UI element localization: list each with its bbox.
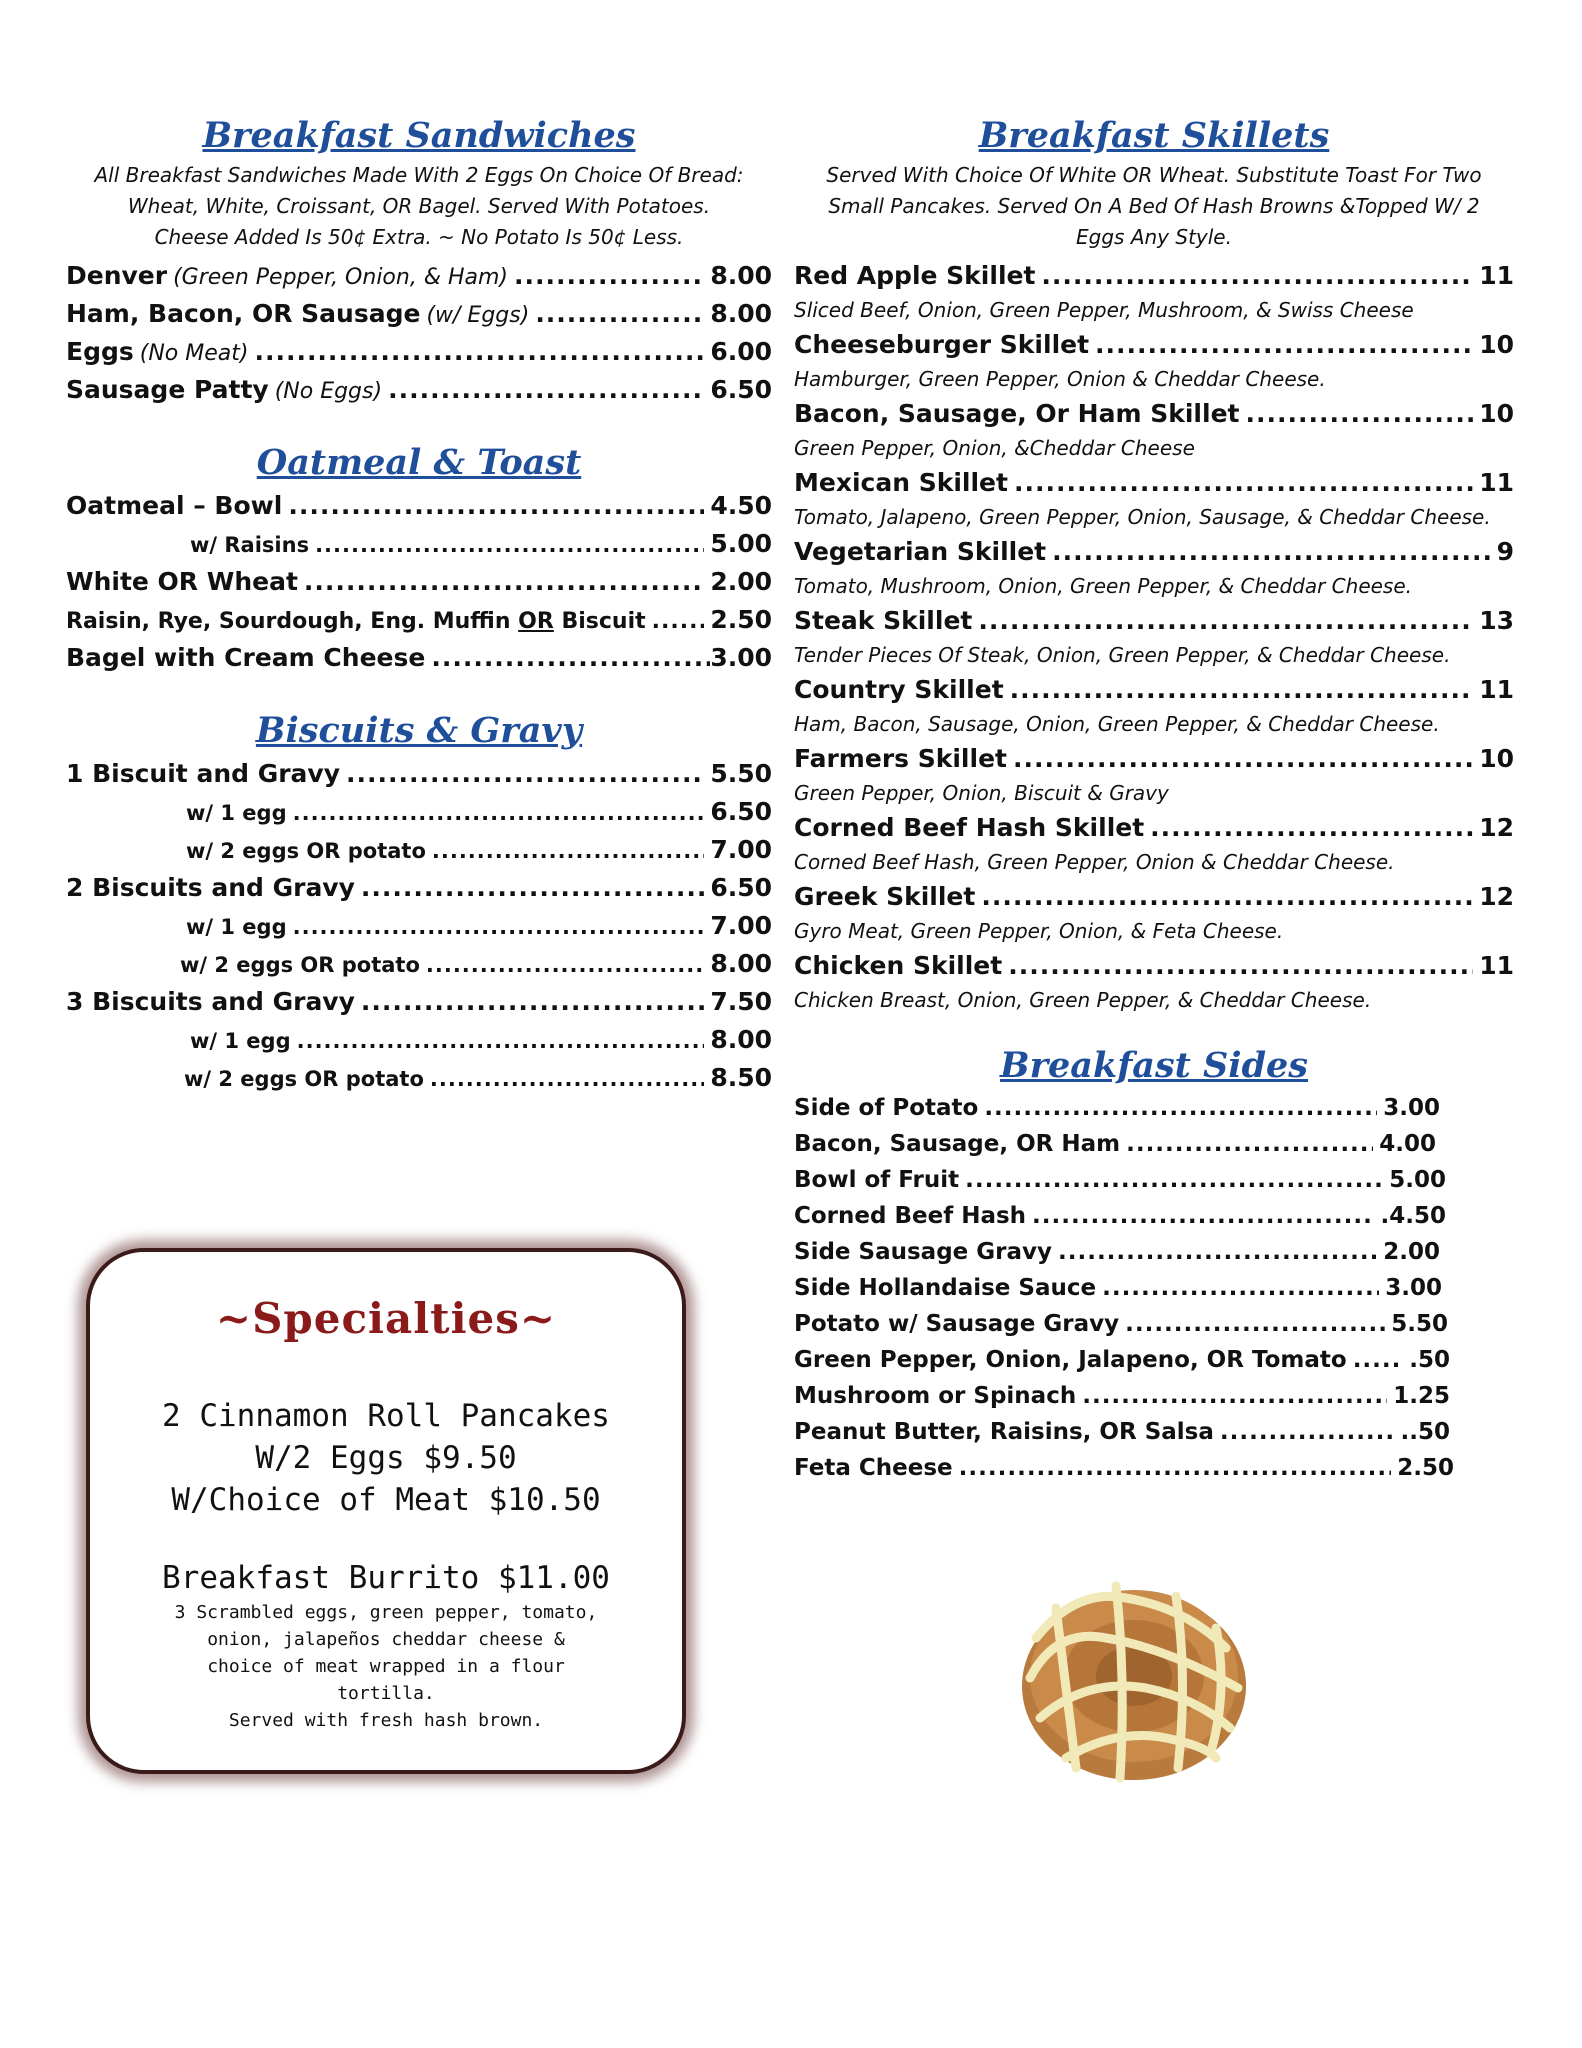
item-name: Green Pepper, Onion, Jalapeno, OR Tomato <box>794 1347 1347 1373</box>
specialties-title: ~Specialties~ <box>215 1294 557 1343</box>
item-price: 8.00 <box>710 949 772 978</box>
item-price: 1.25 <box>1393 1383 1450 1409</box>
sandwiches-description <box>66 160 772 253</box>
menu-item-denver <box>66 257 772 295</box>
leader-dots <box>315 526 704 564</box>
leader-dots <box>1058 1234 1377 1270</box>
leader-dots <box>1353 1342 1404 1378</box>
menu-item-oatmeal-bowl <box>66 487 772 525</box>
skillet-corned-beef-hash <box>794 809 1514 878</box>
item-description: Corned Beef Hash, Green Pepper, Onion & Cheddar Cheese. <box>794 850 1395 874</box>
item-price: 11 <box>1479 261 1514 290</box>
item-description: Sliced Beef, Onion, Green Pepper, Mushroom, & Swiss Cheese <box>794 298 1414 322</box>
pancake-line: 2 Cinnamon Roll Pancakes <box>162 1398 610 1434</box>
item-price: 12 <box>1479 813 1514 842</box>
leader-dots <box>430 1060 704 1098</box>
burrito-desc-line: 3 Scrambled eggs, green pepper, tomato, <box>174 1602 598 1623</box>
leader-dots <box>1041 257 1473 295</box>
menu-item-2-biscuits-2-eggs <box>66 945 772 983</box>
side-peanut-butter-raisins-salsa <box>794 1414 1450 1450</box>
item-price: 2.00 <box>710 567 772 596</box>
side-sausage-gravy <box>794 1234 1440 1270</box>
item-name: Corned Beef Hash Skillet <box>794 813 1145 842</box>
leader-dots <box>297 1022 705 1060</box>
item-price: 6.50 <box>710 375 772 404</box>
burrito-desc-line: choice of meat wrapped in a flour <box>207 1656 565 1677</box>
oatmeal-list <box>66 487 772 677</box>
item-price: 4.00 <box>1379 1131 1436 1157</box>
menu-item-bagel-cream-cheese <box>66 639 772 677</box>
item-name: Eggs <box>66 337 134 366</box>
leader-dots <box>432 832 704 870</box>
item-name: Bowl of Fruit <box>794 1167 960 1193</box>
item-description: Ham, Bacon, Sausage, Onion, Green Pepper, & Cheddar Cheese. <box>794 712 1440 736</box>
leader-dots <box>1052 533 1490 571</box>
item-description: Tender Pieces Of Steak, Onion, Green Pepper, & Cheddar Cheese. <box>794 643 1451 667</box>
item-price: 7.00 <box>710 911 772 940</box>
menu-item-sausage-patty <box>66 371 772 409</box>
item-name: w/ 2 eggs OR potato <box>186 839 426 863</box>
biscuits-list <box>66 755 772 1097</box>
sandwiches-desc-line: All Breakfast Sandwiches Made With 2 Eggs On Choice Of Bread: <box>94 163 744 187</box>
item-name: White OR Wheat <box>66 567 298 596</box>
leader-dots <box>1095 326 1473 364</box>
menu-item-2-biscuits-1-egg <box>66 907 772 945</box>
skillet-country <box>794 671 1514 740</box>
skillets-desc-line: Small Pancakes. Served On A Bed Of Hash Browns &Topped W/ 2 <box>828 194 1480 218</box>
menu-item-2-biscuits <box>66 869 772 907</box>
item-name: Corned Beef Hash <box>794 1203 1027 1229</box>
item-name: Red Apple Skillet <box>794 261 1036 290</box>
biscuits-gravy-title: Biscuits & Gravy <box>255 710 583 751</box>
side-bacon-sausage-ham <box>794 1126 1436 1162</box>
skillets-description <box>794 160 1514 253</box>
item-name: w/ 2 eggs OR potato <box>180 953 420 977</box>
item-price: 2.00 <box>1383 1239 1440 1265</box>
item-price: .4.50 <box>1380 1203 1446 1229</box>
right-column <box>794 112 1514 1486</box>
item-price: 8.00 <box>710 1025 772 1054</box>
item-name: 3 Biscuits and Gravy <box>66 987 355 1016</box>
side-vegetables <box>794 1342 1450 1378</box>
item-name: Potato w/ Sausage Gravy <box>794 1311 1120 1337</box>
skillets-desc-line: Served With Choice Of White OR Wheat. Substitute Toast For Two <box>826 163 1482 187</box>
item-price: 8.00 <box>710 261 772 290</box>
item-price: 6.50 <box>710 797 772 826</box>
menu-item-oatmeal-raisins <box>66 525 772 563</box>
item-price: 3.00 <box>1383 1095 1440 1121</box>
item-name: Country Skillet <box>794 675 1004 704</box>
item-name: Cheeseburger Skillet <box>794 330 1090 359</box>
leader-dots <box>293 794 705 832</box>
sandwiches-desc-line: Cheese Added Is 50¢ Extra. ~ No Potato Is 50¢ Less. <box>154 225 684 249</box>
item-name: Oatmeal – Bowl <box>66 491 283 520</box>
item-name: w/ 1 egg <box>186 915 287 939</box>
leader-dots <box>1102 1270 1379 1306</box>
item-price: 3.00 <box>1385 1275 1442 1301</box>
burrito-title: Breakfast Burrito $11.00 <box>162 1560 610 1596</box>
leader-dots <box>535 295 704 333</box>
leader-dots <box>388 371 704 409</box>
side-feta-cheese <box>794 1450 1454 1486</box>
menu-item-eggs <box>66 333 772 371</box>
item-name: Mexican Skillet <box>794 468 1008 497</box>
burrito-desc-line: tortilla. <box>337 1683 435 1704</box>
item-note: (Green Pepper, Onion, & Ham) <box>173 265 509 290</box>
leader-dots <box>1013 740 1473 778</box>
menu-item-specialty-breads <box>66 601 772 639</box>
leader-dots <box>288 487 704 525</box>
menu-item-white-wheat <box>66 563 772 601</box>
item-price: 8.00 <box>710 299 772 328</box>
item-price: 11 <box>1479 468 1514 497</box>
item-name: Denver <box>66 261 168 290</box>
item-price: 8.50 <box>710 1063 772 1092</box>
item-name: Mushroom or Spinach <box>794 1383 1077 1409</box>
item-name: Feta Cheese <box>794 1455 953 1481</box>
item-price: 6.00 <box>710 337 772 366</box>
skillet-farmers <box>794 740 1514 809</box>
item-price: 3.00 <box>710 643 772 672</box>
item-name: Peanut Butter, Raisins, OR Salsa <box>794 1419 1214 1445</box>
leader-dots <box>1014 464 1473 502</box>
menu-item-3-biscuits <box>66 983 772 1021</box>
side-hollandaise <box>794 1270 1442 1306</box>
leader-dots <box>1008 947 1473 985</box>
item-price: 5.00 <box>1389 1167 1446 1193</box>
pancake-line: W/2 Eggs $9.50 <box>255 1440 517 1476</box>
item-price: 4.50 <box>710 491 772 520</box>
item-price: 13 <box>1479 606 1514 635</box>
breakfast-sandwiches-title: Breakfast Sandwiches <box>202 115 636 156</box>
item-note: (w/ Eggs) <box>426 303 530 328</box>
item-price: ..50 <box>1400 1419 1450 1445</box>
item-name: Side Sausage Gravy <box>794 1239 1052 1265</box>
item-price: 5.50 <box>710 759 772 788</box>
side-potato <box>794 1090 1440 1126</box>
leader-dots <box>426 946 704 984</box>
item-price: 11 <box>1479 951 1514 980</box>
skillet-vegetarian <box>794 533 1514 602</box>
leader-dots <box>1126 1126 1373 1162</box>
item-price: 2.50 <box>1397 1455 1454 1481</box>
item-price: 5.50 <box>1391 1311 1448 1337</box>
item-name: Vegetarian Skillet <box>794 537 1047 566</box>
item-name: Chicken Skillet <box>794 951 1003 980</box>
item-price: 7.00 <box>710 835 772 864</box>
item-description: Tomato, Jalapeno, Green Pepper, Onion, Sausage, & Cheddar Cheese. <box>794 505 1491 529</box>
sides-list <box>794 1090 1454 1486</box>
leader-dots <box>361 983 704 1021</box>
item-price: 11 <box>1479 675 1514 704</box>
item-name <box>66 603 646 641</box>
side-potato-sausage-gravy <box>794 1306 1448 1342</box>
leader-dots <box>346 755 704 793</box>
breakfast-sides-title: Breakfast Sides <box>999 1045 1309 1086</box>
skillet-red-apple <box>794 257 1514 326</box>
item-name: w/ 1 egg <box>190 1029 291 1053</box>
item-price: 6.50 <box>710 873 772 902</box>
pancake-line: W/Choice of Meat $10.50 <box>171 1482 601 1518</box>
item-name: w/ Raisins <box>190 533 310 557</box>
leader-dots <box>1125 1306 1385 1342</box>
menu-item-ham-bacon-sausage <box>66 295 772 333</box>
item-name: Bagel with Cream Cheese <box>66 643 426 672</box>
side-mushroom-spinach <box>794 1378 1450 1414</box>
menu-item-3-biscuits-2-eggs <box>66 1059 772 1097</box>
left-column <box>66 112 772 1097</box>
item-price: 12 <box>1479 882 1514 911</box>
menu-item-3-biscuits-1-egg <box>66 1021 772 1059</box>
skillets-desc-line: Eggs Any Style. <box>1076 225 1232 249</box>
item-name: Bacon, Sausage, Or Ham Skillet <box>794 399 1240 428</box>
side-corned-beef-hash <box>794 1198 1446 1234</box>
item-price: 10 <box>1479 330 1514 359</box>
leader-dots <box>978 602 1473 640</box>
side-bowl-of-fruit <box>794 1162 1446 1198</box>
leader-dots <box>965 1162 1383 1198</box>
item-price: 9 <box>1496 537 1514 566</box>
leader-dots <box>1245 395 1473 433</box>
item-price: 10 <box>1479 744 1514 773</box>
item-name: w/ 1 egg <box>186 801 287 825</box>
item-price: 7.50 <box>710 987 772 1016</box>
item-name-part: Biscuit <box>553 609 646 634</box>
item-name-or: OR <box>518 609 554 634</box>
oatmeal-toast-title: Oatmeal & Toast <box>256 442 582 483</box>
item-description: Chicken Breast, Onion, Green Pepper, & Cheddar Cheese. <box>794 988 1372 1012</box>
skillet-chicken <box>794 947 1514 1016</box>
skillets-list <box>794 257 1514 1016</box>
item-name: Greek Skillet <box>794 882 976 911</box>
leader-dots <box>1082 1378 1387 1414</box>
sandwiches-desc-line: Wheat, White, Croissant, OR Bagel. Served With Potatoes. <box>127 194 711 218</box>
leader-dots <box>1220 1414 1395 1450</box>
skillet-bacon-sausage-ham <box>794 395 1514 464</box>
item-name: w/ 2 eggs OR potato <box>184 1067 424 1091</box>
item-description: Gyro Meat, Green Pepper, Onion, & Feta Cheese. <box>794 919 1284 943</box>
leader-dots <box>304 563 704 601</box>
leader-dots <box>361 869 704 907</box>
skillet-cheeseburger <box>794 326 1514 395</box>
sandwiches-list <box>66 257 772 409</box>
menu-item-1-biscuit-2-eggs <box>66 831 772 869</box>
item-description: Green Pepper, Onion, Biscuit & Gravy <box>794 781 1169 805</box>
item-description: Tomato, Mushroom, Onion, Green Pepper, & Cheddar Cheese. <box>794 574 1413 598</box>
skillet-mexican <box>794 464 1514 533</box>
leader-dots <box>431 639 710 677</box>
menu-item-1-biscuit-1-egg <box>66 793 772 831</box>
item-price: 5.00 <box>710 529 772 558</box>
leader-dots <box>1010 671 1474 709</box>
item-description: Hamburger, Green Pepper, Onion & Cheddar Cheese. <box>794 367 1326 391</box>
item-price: .50 <box>1409 1347 1450 1373</box>
skillet-greek <box>794 878 1514 947</box>
burrito-description <box>90 1599 682 1734</box>
breakfast-skillets-title: Breakfast Skillets <box>978 115 1330 156</box>
item-note: (No Meat) <box>139 341 249 366</box>
item-name: 2 Biscuits and Gravy <box>66 873 355 902</box>
pancake-special <box>90 1395 682 1521</box>
cinnamon-roll-pancake-photo <box>1016 1568 1252 1784</box>
item-name: Bacon, Sausage, OR Ham <box>794 1131 1121 1157</box>
item-name: Side of Potato <box>794 1095 979 1121</box>
item-name: Side Hollandaise Sauce <box>794 1275 1097 1301</box>
leader-dots <box>293 908 705 946</box>
leader-dots <box>514 257 704 295</box>
item-name-part: Raisin, Rye, Sourdough, Eng. Muffin <box>66 609 519 634</box>
item-price: 10 <box>1479 399 1514 428</box>
burrito-desc-line: onion, jalapeños cheddar cheese & <box>207 1629 565 1650</box>
item-name: Steak Skillet <box>794 606 973 635</box>
item-name: Ham, Bacon, OR Sausage <box>66 299 421 328</box>
item-note: (No Eggs) <box>274 379 383 404</box>
leader-dots <box>254 333 704 371</box>
leader-dots <box>959 1450 1392 1486</box>
item-description: Green Pepper, Onion, &Cheddar Cheese <box>794 436 1195 460</box>
item-name: 1 Biscuit and Gravy <box>66 759 341 788</box>
specialties-box <box>86 1248 686 1774</box>
item-price: 2.50 <box>710 605 772 634</box>
skillet-steak <box>794 602 1514 671</box>
leader-dots <box>1032 1198 1374 1234</box>
item-name: Farmers Skillet <box>794 744 1007 773</box>
leader-dots <box>984 1090 1377 1126</box>
item-name: Sausage Patty <box>66 375 269 404</box>
menu-item-1-biscuit <box>66 755 772 793</box>
leader-dots <box>981 878 1473 916</box>
leader-dots <box>652 603 705 641</box>
leader-dots <box>1150 809 1473 847</box>
burrito-desc-line: Served with fresh hash brown. <box>228 1710 544 1731</box>
